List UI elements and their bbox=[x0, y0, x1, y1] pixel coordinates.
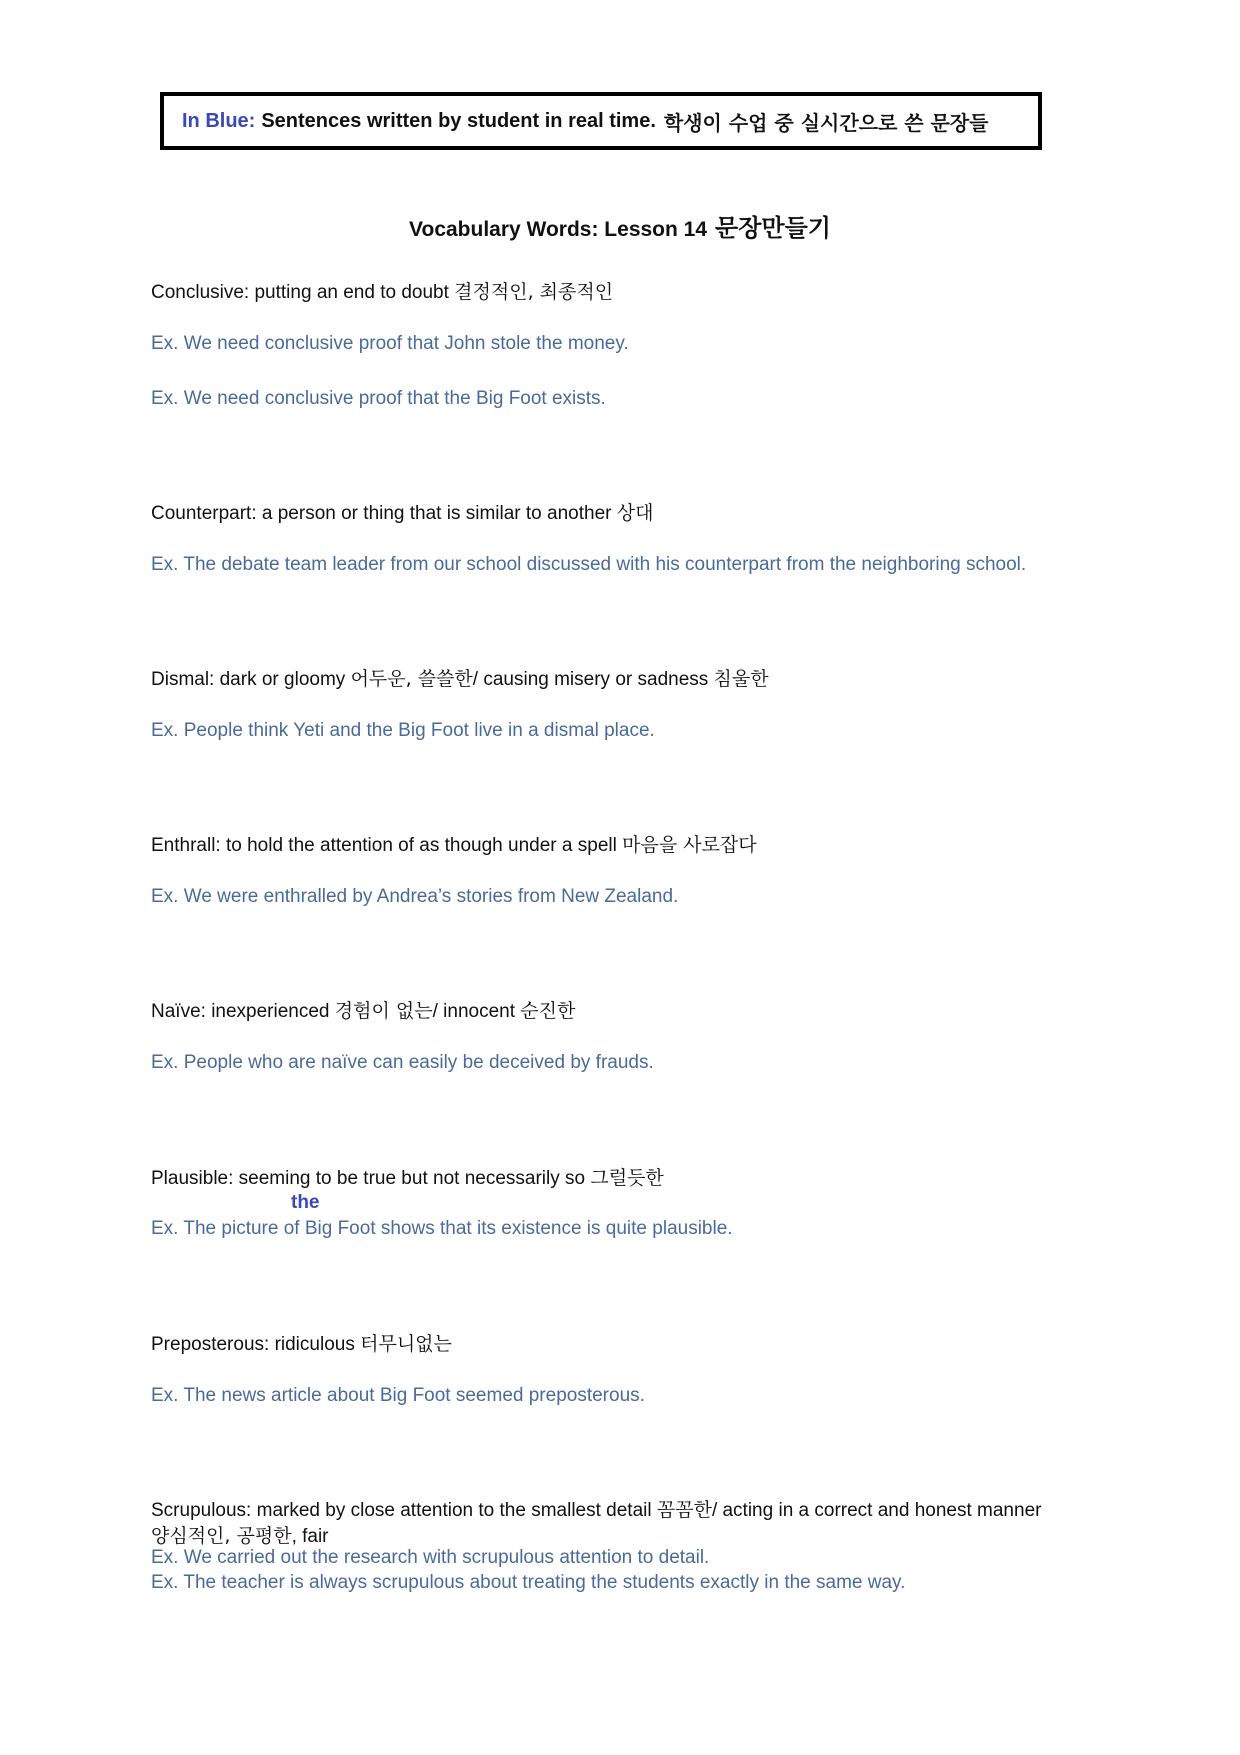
definition-text: / innocent bbox=[432, 1001, 521, 1022]
example-sentence: Ex. We need conclusive proof that John stole the money. bbox=[151, 333, 629, 354]
korean-meaning: 어두운, 쓸쓸한 bbox=[350, 668, 473, 690]
definition-plausible bbox=[151, 1163, 664, 1190]
definition-text: Conclusive: putting an end to doubt bbox=[151, 282, 455, 303]
korean-meaning: 꼼꼼한 bbox=[656, 1499, 712, 1521]
definition-text: Preposterous: ridiculous bbox=[151, 1334, 361, 1355]
legend-label: In Blue: bbox=[182, 109, 256, 132]
definition-text: / causing misery or sadness bbox=[472, 669, 714, 690]
korean-meaning: 터무니없는 bbox=[360, 1333, 452, 1355]
example-sentence: Ex. People think Yeti and the Big Foot live in a dismal place. bbox=[151, 720, 655, 741]
korean-meaning: 침울한 bbox=[713, 668, 769, 690]
legend-banner bbox=[160, 92, 1042, 150]
definition-text: Plausible: seeming to be true but not necessarily so bbox=[151, 1168, 591, 1189]
korean-meaning: 결정적인, 최종적인 bbox=[454, 281, 614, 303]
definition-dismal bbox=[151, 664, 769, 691]
definition-conclusive bbox=[151, 277, 613, 304]
korean-meaning: 상대 bbox=[616, 502, 654, 524]
definition-text: Scrupulous: marked by close attention to the smallest detail bbox=[151, 1500, 657, 1521]
page-title bbox=[0, 208, 1240, 243]
definition-text: Counterpart: a person or thing that is similar to another bbox=[151, 503, 617, 524]
definition-text: Dismal: dark or gloomy bbox=[151, 669, 351, 690]
example-sentence: Ex. People who are naïve can easily be deceived by frauds. bbox=[151, 1052, 654, 1073]
korean-meaning: 양심적인, 공평한 bbox=[151, 1525, 292, 1547]
definition-text: / acting in a correct and honest manner bbox=[711, 1500, 1042, 1521]
korean-meaning: 경험이 없는 bbox=[334, 1000, 433, 1022]
definition-counterpart bbox=[151, 498, 653, 525]
definition-text: Enthrall: to hold the attention of as though under a spell bbox=[151, 835, 623, 856]
definition-text: Naïve: inexperienced bbox=[151, 1001, 335, 1022]
korean-meaning: 마음을 사로잡다 bbox=[622, 834, 757, 856]
korean-meaning: 그럴듯한 bbox=[590, 1167, 664, 1189]
definition-naive bbox=[151, 996, 575, 1023]
definition-preposterous bbox=[151, 1329, 452, 1356]
page-title-text: Vocabulary Words: Lesson 14 bbox=[409, 218, 708, 241]
definition-enthrall bbox=[151, 830, 757, 857]
example-sentence: Ex. The picture of Big Foot shows that its existence is quite plausible. bbox=[151, 1218, 733, 1239]
definition-scrupulous-continued bbox=[151, 1521, 329, 1548]
example-sentence: Ex. We carried out the research with scrupulous attention to detail. bbox=[151, 1547, 710, 1568]
definition-scrupulous bbox=[151, 1495, 1041, 1522]
teacher-correction: the bbox=[291, 1192, 320, 1213]
example-sentence: Ex. We need conclusive proof that the Big Foot exists. bbox=[151, 388, 606, 409]
legend-korean: 학생이 수업 중 실시간으로 쓴 문장들 bbox=[663, 110, 989, 135]
definition-text: , fair bbox=[291, 1526, 329, 1547]
legend-text: Sentences written by student in real time. bbox=[261, 109, 656, 132]
korean-meaning: 순진한 bbox=[520, 1000, 576, 1022]
page-title-korean: 문장만들기 bbox=[715, 214, 831, 242]
example-sentence: Ex. The teacher is always scrupulous about treating the students exactly in the same way. bbox=[151, 1572, 906, 1593]
example-sentence: Ex. The news article about Big Foot seemed preposterous. bbox=[151, 1385, 645, 1406]
example-sentence: Ex. The debate team leader from our school discussed with his counterpart from the neighboring school. bbox=[151, 554, 1027, 575]
example-sentence: Ex. We were enthralled by Andrea’s stories from New Zealand. bbox=[151, 886, 679, 907]
